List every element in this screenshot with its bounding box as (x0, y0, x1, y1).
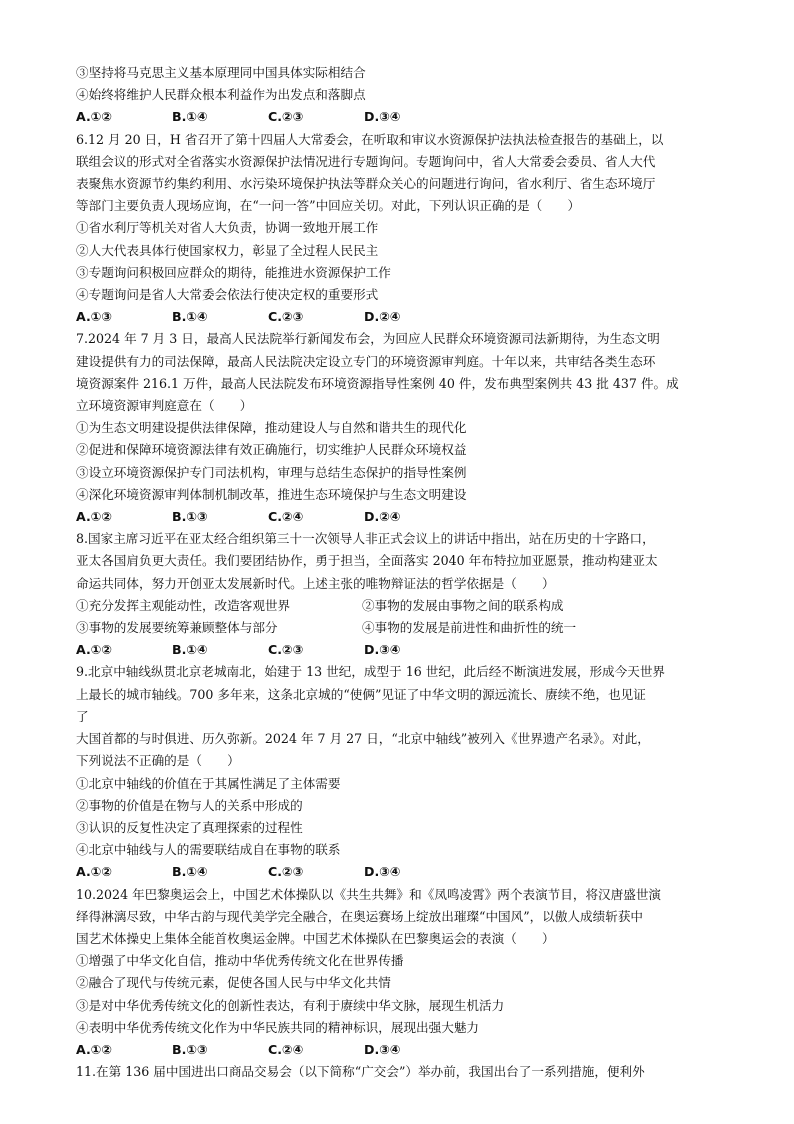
question-stem-line: 表聚焦水资源节约集约利用、水污染环境保护执法等群众关心的问题进行询问，省水利厅、省生态环境厅 (76, 176, 656, 192)
question-stem-line: 下列说法不正确的是（ ） (76, 753, 240, 769)
option-c: C.②④ (268, 1041, 304, 1057)
question-stem-line: 10.2024 年巴黎奥运会上，中国艺术体操队以《共生共舞》和《凤鸣凌霄》两个表演节目，将汉唐盛世演 (76, 886, 662, 902)
question-stem-line: 等部门主要负责人现场应询，在“一问一答”中回应关切。对此，下列认识正确的是（ ） (76, 198, 581, 214)
statement-2: ②事物的价值是在物与人的关系中形成的 (76, 797, 303, 813)
statement-4: ④专题询问是省人大常委会依法行使决定权的重要形式 (76, 287, 379, 303)
question-stem-line: 国艺术体操史上集体全能首枚奥运金牌。中国艺术体操队在巴黎奥运会的表演（ ） (76, 930, 555, 946)
question-stem-line: 建设提供有力的司法保障，最高人民法院决定设立专门的环境资源审判庭。十年以来，共审结各类生态环 (76, 353, 656, 369)
question-9 (76, 661, 726, 883)
option-a: A.①② (76, 109, 113, 125)
option-b: B.①③ (172, 1041, 208, 1057)
statement-4: ④事物的发展是前进性和曲折性的统一 (362, 620, 577, 636)
answer-options (76, 106, 726, 128)
option-b: B.①④ (172, 109, 208, 125)
answer-options (76, 306, 726, 328)
question-stem-line: 命运共同体，努力开创亚太发展新时代。上述主张的唯物辩证法的哲学依据是（ ） (76, 575, 555, 591)
option-b: B.①④ (172, 864, 208, 880)
statement-2: ②事物的发展由事物之间的联系构成 (362, 597, 564, 613)
option-c: C.②③ (268, 109, 304, 125)
answer-options (76, 861, 726, 883)
statement-1: ①增强了中华文化自信，推动中华优秀传统文化在世界传播 (76, 953, 404, 969)
option-c: C.②③ (268, 864, 304, 880)
exam-page (76, 62, 726, 1083)
question-stem-line: 绎得淋漓尽致，中华古韵与现代美学完全融合，在奥运赛场上绽放出璀璨“中国风”，以傲人成绩斩获中 (76, 908, 644, 924)
option-a: A.①② (76, 509, 113, 525)
option-a: A.①③ (76, 309, 113, 325)
option-b: B.①③ (172, 509, 208, 525)
option-d: D.③④ (364, 1041, 401, 1057)
question-stem-line: 联组会议的形式对全省落实水资源保护法情况进行专题询问。专题询问中，省人大常委会委员、省人大代 (76, 153, 656, 169)
question-stem-line: 了 (76, 708, 89, 724)
statement-3: ③认识的反复性决定了真理探索的过程性 (76, 819, 303, 835)
option-b: B.①④ (172, 309, 208, 325)
statement-4: ④北京中轴线与人的需要联结成自在事物的联系 (76, 842, 341, 858)
statement-3: ③是对中华优秀传统文化的创新性表达，有利于赓续中华文脉，展现生机活力 (76, 997, 505, 1013)
option-d: D.②④ (364, 309, 401, 325)
question-stem-line: 大国首都的与时俱进、历久弥新。2024 年 7 月 27 日，“北京中轴线”被列入《世界遗产名录》。对此， (76, 731, 650, 747)
statement-4: ④表明中华优秀传统文化作为中华民族共同的精神标识，展现出强大魅力 (76, 1019, 479, 1035)
question-5-tail (76, 62, 726, 129)
question-11 (76, 1061, 726, 1083)
answer-options (76, 639, 726, 661)
option-d: D.②④ (364, 509, 401, 525)
option-c: C.②③ (268, 309, 304, 325)
question-stem-line: 8.国家主席习近平在亚太经合组织第三十一次领导人非正式会议上的讲话中指出，站在历史的十字路口， (76, 531, 655, 547)
option-d: D.③④ (364, 109, 401, 125)
option-b: B.①④ (172, 642, 208, 658)
question-stem-line: 上最长的城市轴线。700 多年来，这条北京城的“使俩”见证了中华文明的源远流长、赓续不绝，也见证 (76, 686, 646, 702)
statement-3: ③坚持将马克思主义基本原理同中国具体实际相结合 (76, 65, 366, 80)
statement-1: ①充分发挥主观能动性，改造客观世界 (76, 597, 291, 613)
question-7 (76, 328, 726, 528)
question-stem-line: 立环境资源审判庭意在（ ） (76, 398, 253, 414)
question-6 (76, 129, 726, 329)
question-8 (76, 528, 726, 661)
statement-1: ①北京中轴线的价值在于其属性满足了主体需要 (76, 775, 341, 791)
question-stem-line: 7.2024 年 7 月 3 日，最高人民法院举行新闻发布会，为回应人民群众环境资源司法新期待，为生态文明 (76, 331, 660, 347)
question-stem-line: 亚太各国肩负更大责任。我们要团结协作，勇于担当，全面落实 2040 年布特拉加亚愿景，推动构建亚太 (76, 553, 658, 569)
option-c: C.②④ (268, 509, 304, 525)
option-c: C.②③ (268, 642, 304, 658)
statement-4: ④始终将维护人民群众根本利益作为出发点和落脚点 (76, 87, 366, 103)
statement-3: ③事物的发展要统筹兼顾整体与部分 (76, 620, 278, 636)
statement-2: ②融合了现代与传统元素，促使各国人民与中华文化共情 (76, 975, 391, 991)
statement-4: ④深化环境资源审判体制机制改革，推进生态环境保护与生态文明建设 (76, 486, 467, 502)
question-stem-line: 9.北京中轴线纵贯北京老城南北，始建于 13 世纪，成型于 16 世纪，此后经不断演进发展，形成今天世界 (76, 664, 666, 680)
statement-row (76, 617, 726, 639)
statement-row (76, 595, 726, 617)
question-stem-line: 11.在第 136 届中国进出口商品交易会（以下简称“广交会”）举办前，我国出台了一系列措施，便利外 (76, 1064, 645, 1080)
question-stem-line: 6.12 月 20 日，H 省召开了第十四届人大常委会，在听取和审议水资源保护法执法检查报告的基础上，以 (76, 131, 664, 147)
option-a: A.①② (76, 642, 113, 658)
option-a: A.①② (76, 1041, 113, 1057)
option-d: D.③④ (364, 864, 401, 880)
option-a: A.①② (76, 864, 113, 880)
question-10 (76, 884, 726, 1062)
statement-1: ①省水利厅等机关对省人大负责，协调一致地开展工作 (76, 220, 379, 236)
statement-2: ②人大代表具体行使国家权力，彰显了全过程人民民主 (76, 242, 379, 258)
answer-options (76, 1039, 726, 1061)
option-d: D.③④ (364, 642, 401, 658)
statement-2: ②促进和保障环境资源法律有效正确施行，切实维护人民群众环境权益 (76, 442, 467, 458)
answer-options (76, 506, 726, 528)
statement-1: ①为生态文明建设提供法律保障，推动建设人与自然和谐共生的现代化 (76, 420, 467, 436)
statement-3: ③设立环境资源保护专门司法机构，审理与总结生态保护的指导性案例 (76, 464, 467, 480)
statement-3: ③专题询问积极回应群众的期待，能推进水资源保护工作 (76, 264, 391, 280)
question-stem-line: 境资源案件 216.1 万件，最高人民法院发布环境资源指导性案例 40 件，发布典型案例共 43 批 437 件。成 (76, 375, 679, 391)
